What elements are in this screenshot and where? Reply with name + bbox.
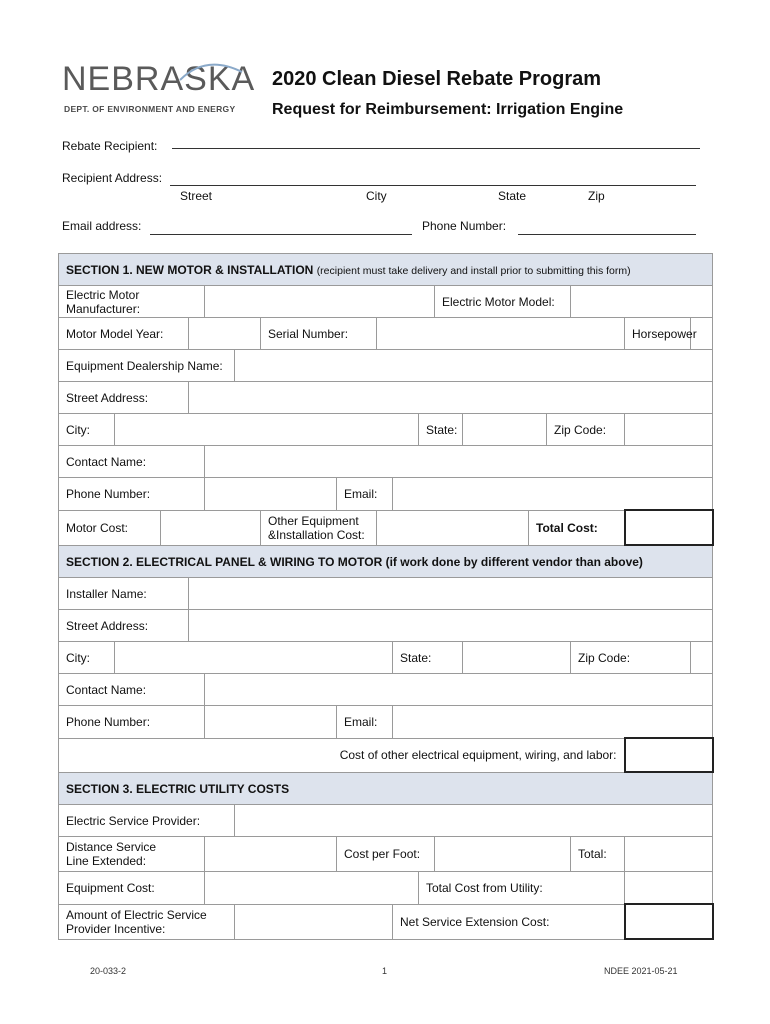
table-row	[59, 286, 713, 318]
manufacturer-label: Electric Motor Manufacturer:	[59, 286, 205, 318]
table-row	[59, 510, 713, 545]
recipient-address-field[interactable]	[170, 185, 696, 186]
table-row	[59, 382, 713, 414]
installer-city-input[interactable]	[115, 642, 393, 674]
dealer-city-input[interactable]	[115, 414, 419, 446]
dealer-contact-label: Contact Name:	[59, 446, 205, 478]
total-cost-input[interactable]	[625, 510, 713, 545]
motor-cost-input[interactable]	[161, 510, 261, 545]
rebate-form-table	[58, 253, 714, 940]
email-address-label: Email address:	[62, 219, 142, 233]
motor-model-input[interactable]	[571, 286, 713, 318]
serial-number-label: Serial Number:	[261, 318, 377, 350]
equipment-cost-label: Equipment Cost:	[59, 872, 205, 905]
utility-total-input[interactable]	[625, 837, 713, 872]
table-row	[59, 837, 713, 872]
installer-city-label: City:	[59, 642, 115, 674]
serial-number-input[interactable]	[377, 318, 625, 350]
logo-swoosh-icon	[176, 60, 246, 82]
total-from-utility-input[interactable]	[625, 872, 713, 905]
section2-header: SECTION 2. ELECTRICAL PANEL & WIRING TO MOTOR (if work done by different vendor than above)	[59, 545, 713, 578]
total-cost-label: Total Cost:	[529, 510, 625, 545]
installer-phone-input[interactable]	[205, 706, 337, 739]
table-row	[59, 318, 713, 350]
dealer-email-input[interactable]	[393, 478, 713, 511]
form-number: 20-033-2	[90, 966, 127, 976]
service-provider-input[interactable]	[235, 805, 713, 837]
service-provider-label: Electric Service Provider:	[59, 805, 235, 837]
table-row	[59, 578, 713, 610]
state-sublabel: State	[498, 189, 527, 203]
horsepower-label: Horsepower	[625, 318, 691, 350]
installer-contact-label: Contact Name:	[59, 674, 205, 706]
installer-state-input[interactable]	[463, 642, 571, 674]
other-equipment-label: Other Equipment &Installation Cost:	[261, 510, 377, 545]
other-equipment-input[interactable]	[377, 510, 529, 545]
model-year-label: Motor Model Year:	[59, 318, 189, 350]
dealer-state-label: State:	[419, 414, 463, 446]
table-row	[59, 904, 713, 939]
agency-logo-subtitle: DEPT. OF ENVIRONMENT AND ENERGY	[64, 104, 236, 114]
net-extension-cost-label: Net Service Extension Cost:	[393, 904, 625, 939]
table-row	[59, 738, 713, 772]
section2-header-row	[59, 545, 713, 578]
installer-phone-label: Phone Number:	[59, 706, 205, 739]
installer-contact-input[interactable]	[205, 674, 713, 706]
table-row	[59, 350, 713, 382]
dealer-phone-label: Phone Number:	[59, 478, 205, 511]
installer-email-label: Email:	[337, 706, 393, 739]
table-row	[59, 805, 713, 837]
installer-name-label: Installer Name:	[59, 578, 189, 610]
revision-date: NDEE 2021-05-21	[604, 966, 678, 976]
section3-header: SECTION 3. ELECTRIC UTILITY COSTS	[59, 772, 713, 805]
table-row	[59, 674, 713, 706]
provider-incentive-input[interactable]	[235, 904, 393, 939]
dealer-zip-label: Zip Code:	[547, 414, 625, 446]
installer-zip-label: Zip Code:	[571, 642, 691, 674]
installer-street-label: Street Address:	[59, 610, 189, 642]
installer-email-input[interactable]	[393, 706, 713, 739]
installer-street-input[interactable]	[189, 610, 713, 642]
table-row	[59, 414, 713, 446]
recipient-address-label: Recipient Address:	[62, 171, 163, 185]
dealer-email-label: Email:	[337, 478, 393, 511]
table-row	[59, 478, 713, 511]
phone-number-field[interactable]	[518, 234, 696, 235]
page-number: 1	[382, 966, 388, 976]
dealer-phone-input[interactable]	[205, 478, 337, 511]
other-electrical-cost-label: Cost of other electrical equipment, wiring, and labor:	[59, 738, 625, 772]
page-subtitle: Request for Reimbursement: Irrigation Engine	[272, 101, 624, 118]
table-row	[59, 706, 713, 739]
page-title: 2020 Clean Diesel Rebate Program	[272, 68, 602, 90]
dealer-contact-input[interactable]	[205, 446, 713, 478]
dealer-street-input[interactable]	[189, 382, 713, 414]
table-row	[59, 610, 713, 642]
provider-incentive-label: Amount of Electric Service Provider Incentive:	[59, 904, 235, 939]
installer-state-label: State:	[393, 642, 463, 674]
zip-sublabel: Zip	[588, 189, 605, 203]
total-from-utility-label: Total Cost from Utility:	[419, 872, 625, 905]
installer-name-input[interactable]	[189, 578, 713, 610]
table-row	[59, 872, 713, 905]
dealer-city-label: City:	[59, 414, 115, 446]
utility-total-label: Total:	[571, 837, 625, 872]
equipment-cost-input[interactable]	[205, 872, 419, 905]
city-sublabel: City	[366, 189, 387, 203]
net-extension-cost-input[interactable]	[625, 904, 713, 939]
distance-extended-label: Distance Service Line Extended:	[59, 837, 205, 872]
phone-number-label: Phone Number:	[422, 219, 507, 233]
table-row	[59, 642, 713, 674]
cost-per-foot-input[interactable]	[435, 837, 571, 872]
table-row	[59, 446, 713, 478]
model-year-input[interactable]	[189, 318, 261, 350]
motor-model-label: Electric Motor Model:	[435, 286, 571, 318]
section1-header-row	[59, 254, 713, 286]
other-electrical-cost-input[interactable]	[625, 738, 713, 772]
manufacturer-input[interactable]	[205, 286, 435, 318]
street-sublabel: Street	[180, 189, 213, 203]
dealer-street-label: Street Address:	[59, 382, 189, 414]
dealer-zip-input[interactable]	[625, 414, 713, 446]
email-address-field[interactable]	[150, 234, 412, 235]
rebate-recipient-field[interactable]	[172, 148, 700, 149]
section1-header: SECTION 1. NEW MOTOR & INSTALLATION (recipient must take delivery and install prior to submitting this form)	[59, 254, 713, 286]
agency-logo-wordmark: NEBRASKA	[62, 60, 256, 98]
section3-header-row	[59, 772, 713, 805]
dealer-state-input[interactable]	[463, 414, 547, 446]
distance-extended-input[interactable]	[205, 837, 337, 872]
motor-cost-label: Motor Cost:	[59, 510, 161, 545]
dealership-label: Equipment Dealership Name:	[59, 350, 235, 382]
installer-zip-input[interactable]	[691, 642, 713, 674]
dealership-input[interactable]	[235, 350, 713, 382]
cost-per-foot-label: Cost per Foot:	[337, 837, 435, 872]
rebate-recipient-label: Rebate Recipient:	[62, 139, 158, 153]
